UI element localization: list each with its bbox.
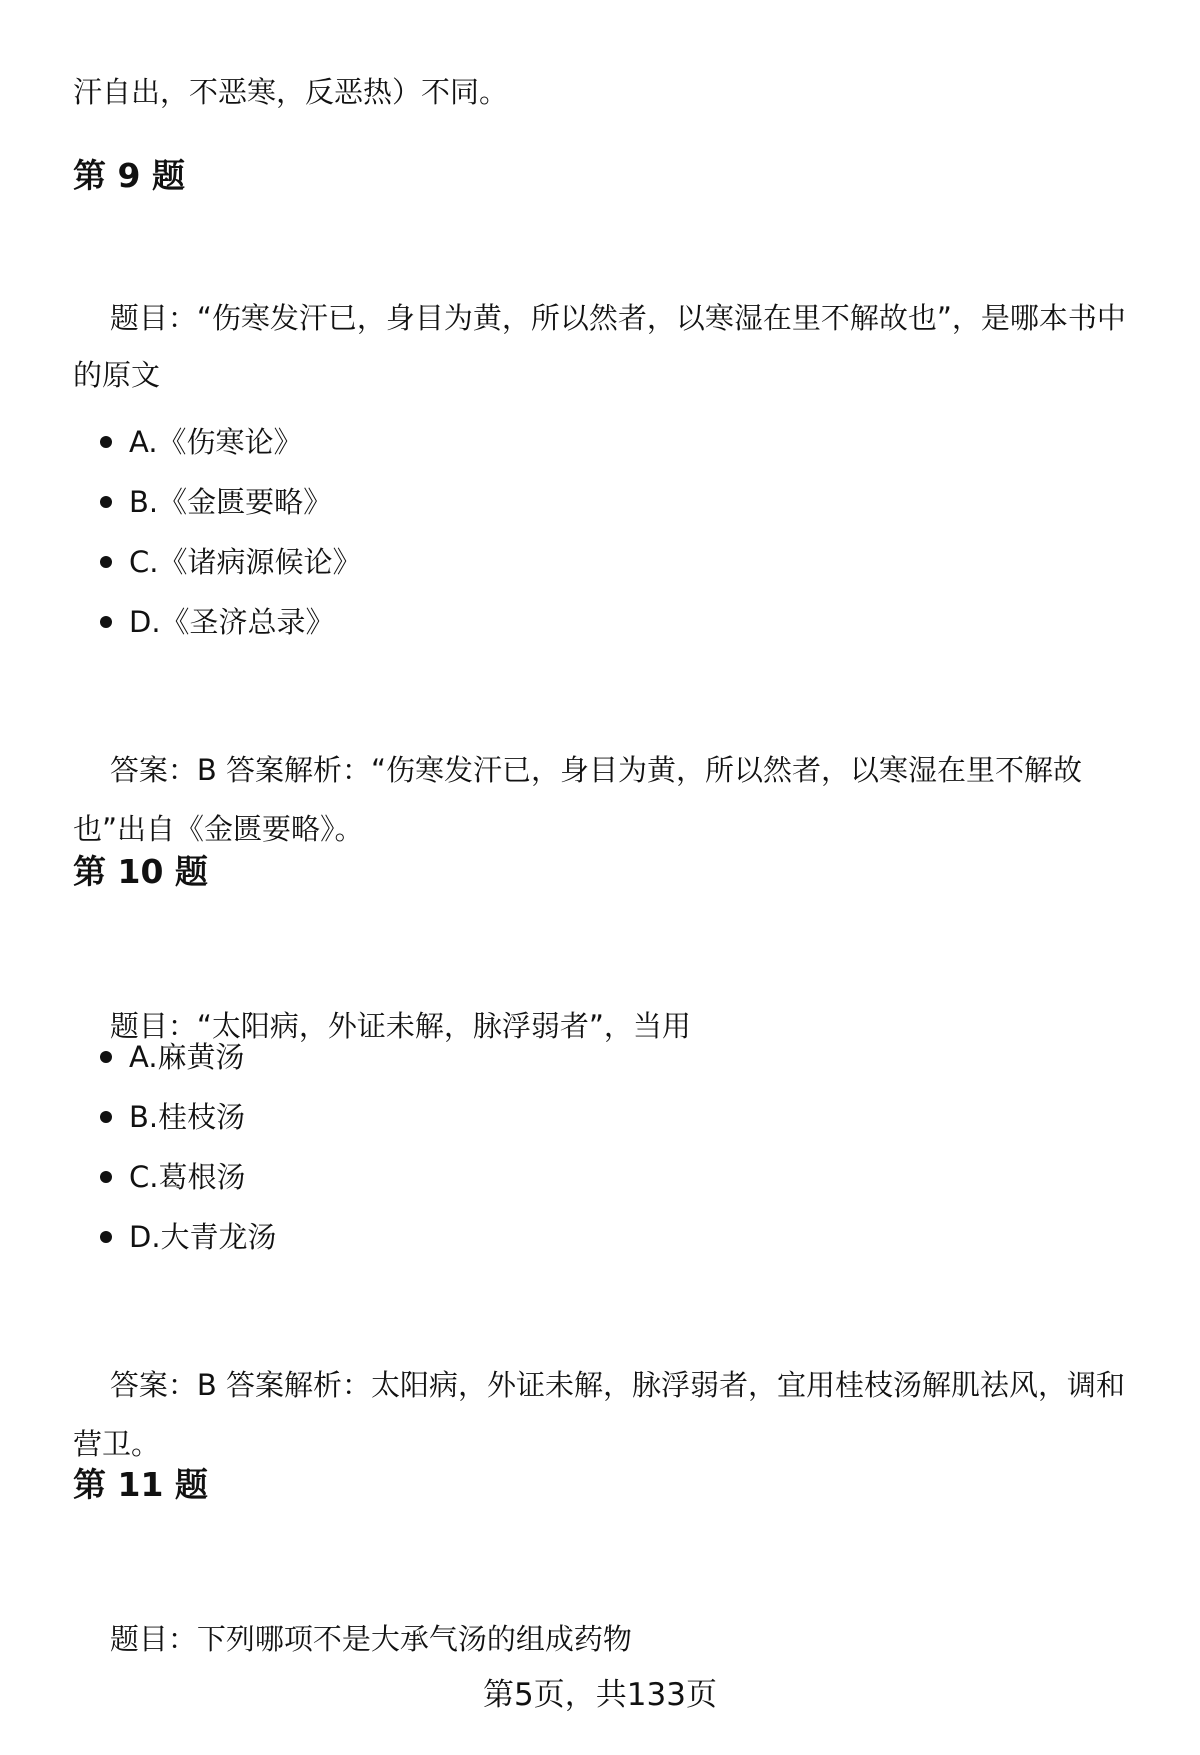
question-10-options (73, 1027, 277, 1267)
question-9-answer-text: 答案：B 答案解析：“伤寒发汗已，身目为黄，所以然者，以寒湿在里不解故也”出自《金匮要略》。 (73, 753, 1083, 846)
bullet-icon (100, 616, 112, 628)
question-9-option-a: A.《伤寒论》 (73, 412, 361, 472)
question-10-answer (73, 1297, 1153, 1533)
intro-text: 汗自出，不恶寒，反恶热）不同。 (73, 75, 509, 109)
question-9-stem-text: 题目：“伤寒发汗已，身目为黄，所以然者，以寒湿在里不解故也”，是哪本书中的原文 (73, 301, 1126, 392)
question-10-heading: 第 10 题 (73, 852, 208, 891)
bullet-icon (100, 1231, 112, 1243)
question-9-answer (73, 682, 1093, 918)
question-10-option-a: A.麻黄汤 (73, 1027, 277, 1087)
question-10-option-d: D.大青龙汤 (73, 1207, 277, 1267)
bullet-icon (100, 1171, 112, 1183)
bullet-icon (100, 436, 112, 448)
bullet-icon (100, 1051, 112, 1063)
question-10-stem-text: 题目：“太阳病，外证未解，脉浮弱者”，当用 (109, 1009, 691, 1043)
question-11-stem-text: 题目：下列哪项不是大承气汤的组成药物 (109, 1622, 632, 1656)
page-footer: 第5页，共133页 (483, 1677, 717, 1713)
bullet-icon (100, 556, 112, 568)
question-9-options (73, 412, 361, 652)
question-9-option-b: B.《金匮要略》 (73, 472, 361, 532)
question-11-heading: 第 11 题 (73, 1465, 208, 1504)
question-9-heading: 第 9 题 (73, 156, 185, 195)
bullet-icon (100, 1111, 112, 1123)
question-9-option-d: D.《圣济总录》 (73, 592, 361, 652)
question-10-option-c: C.葛根汤 (73, 1147, 277, 1207)
question-10-answer-text: 答案：B 答案解析：太阳病，外证未解，脉浮弱者，宜用桂枝汤解肌祛风，调和营卫。 (73, 1368, 1125, 1461)
question-10-option-b: B.桂枝汤 (73, 1087, 277, 1147)
question-9-option-c: C.《诸病源候论》 (73, 532, 361, 592)
bullet-icon (100, 496, 112, 508)
